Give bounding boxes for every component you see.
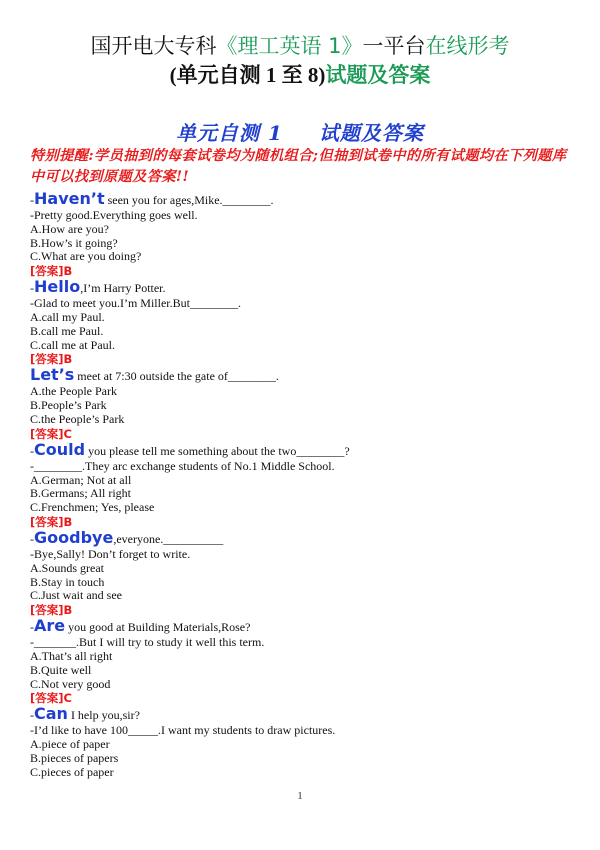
answer-key: [答案]B bbox=[30, 514, 73, 529]
question-prefix: - bbox=[30, 620, 34, 635]
title-segment: 试题及答案 bbox=[325, 63, 431, 87]
answer-option: B.Quite well bbox=[30, 662, 92, 677]
answer-option: C.call me at Paul. bbox=[30, 337, 115, 352]
answer-option: C.What are you doing? bbox=[30, 249, 142, 264]
question-keyword: Haven’t bbox=[34, 189, 105, 208]
notice-text: 特别提醒:学员抽到的每套试卷均为随机组合;但抽到试卷中的所有试题均在下列题库中可以找到原题及答案!! bbox=[30, 148, 567, 185]
question-prefix: - bbox=[30, 708, 34, 723]
document-title-line2 bbox=[0, 62, 600, 88]
answer-option: B.Stay in touch bbox=[30, 574, 105, 589]
answer-option: C.the People’s Park bbox=[30, 411, 125, 426]
question-item bbox=[30, 617, 575, 705]
question-stem bbox=[30, 529, 575, 548]
title-segment: (单元自测 1 至 8) bbox=[169, 63, 326, 87]
title-segment: 《理工英语 1》 bbox=[216, 34, 363, 58]
title-segment: 国开电大专科 bbox=[90, 34, 217, 58]
question-item bbox=[30, 705, 575, 779]
question-stem bbox=[30, 278, 575, 297]
question-keyword: Can bbox=[34, 704, 68, 724]
title-segment: 一平台 bbox=[362, 34, 426, 58]
question-stem bbox=[30, 705, 575, 724]
answer-option: B.People’s Park bbox=[30, 398, 107, 413]
question-stem bbox=[30, 441, 575, 460]
answer-option: C.Frenchmen; Yes, please bbox=[30, 500, 155, 515]
question-item bbox=[30, 441, 575, 529]
answer-key: [答案]B bbox=[30, 352, 73, 367]
answer-key: [答案]C bbox=[30, 691, 72, 706]
question-list bbox=[30, 190, 575, 780]
answer-option: B.call me Paul. bbox=[30, 323, 104, 338]
answer-option: A.piece of paper bbox=[30, 737, 110, 752]
answer-option: A.call my Paul. bbox=[30, 309, 105, 324]
question-item bbox=[30, 190, 575, 278]
answer-option: C.Just wait and see bbox=[30, 588, 122, 603]
question-text: meet at 7:30 outside the gate of________. bbox=[74, 369, 279, 384]
document-title-line1 bbox=[0, 33, 600, 59]
page-number: 1 bbox=[297, 790, 303, 802]
question-reply: -I’d like to have 100_____.I want my students to draw pictures. bbox=[30, 723, 336, 738]
question-text: you good at Building Materials,Rose? bbox=[65, 620, 251, 635]
question-stem bbox=[30, 190, 575, 209]
question-text: seen you for ages,Mike.________. bbox=[104, 193, 274, 207]
question-item bbox=[30, 366, 575, 440]
answer-key: [答案]B bbox=[30, 603, 73, 618]
question-reply: -________.They arc exchange students of No.1 Middle School. bbox=[30, 458, 335, 473]
question-reply: -Pretty good.Everything goes well. bbox=[30, 208, 198, 222]
question-text: ,I’m Harry Potter. bbox=[80, 281, 166, 296]
answer-option: A.How are you? bbox=[30, 221, 109, 236]
question-stem bbox=[30, 366, 575, 385]
answer-option: A.Sounds great bbox=[30, 560, 104, 575]
question-reply: -Glad to meet you.I’m Miller.But________. bbox=[30, 296, 241, 311]
answer-option: C.Not very good bbox=[30, 676, 111, 691]
question-keyword: Could bbox=[34, 439, 86, 459]
question-stem bbox=[30, 617, 575, 636]
question-prefix: - bbox=[30, 531, 34, 546]
answer-key: [答案]B bbox=[30, 264, 73, 279]
answer-option: A.That’s all right bbox=[30, 648, 113, 663]
question-prefix: - bbox=[30, 193, 34, 207]
answer-option: C.pieces of paper bbox=[30, 764, 114, 779]
answer-option: A.German; Not at all bbox=[30, 472, 132, 487]
answer-key: [答案]C bbox=[30, 426, 72, 441]
answer-option: A.the People Park bbox=[30, 384, 117, 399]
question-reply: -_______.But I will try to study it well this term. bbox=[30, 635, 265, 650]
question-keyword: Are bbox=[34, 616, 66, 636]
question-keyword: Goodbye bbox=[34, 527, 114, 547]
question-text: ,everyone.__________ bbox=[113, 531, 224, 546]
title-segment: 在线形考 bbox=[425, 34, 510, 58]
question-keyword: Hello bbox=[34, 277, 81, 297]
question-text: I help you,sir? bbox=[67, 708, 140, 723]
answer-option: B.pieces of papers bbox=[30, 750, 119, 765]
question-item bbox=[30, 278, 575, 366]
question-item bbox=[30, 529, 575, 617]
question-keyword: Let’s bbox=[30, 365, 75, 385]
answer-option: B.Germans; All right bbox=[30, 486, 131, 501]
question-reply: -Bye,Sally! Don’t forget to write. bbox=[30, 546, 191, 561]
unit-label: 试题及答案 bbox=[318, 121, 424, 145]
question-text: you please tell me something about the two________? bbox=[85, 443, 350, 458]
answer-option: B.How’s it going? bbox=[30, 235, 118, 250]
question-prefix: - bbox=[30, 281, 34, 296]
unit-name: 单元自测 1 bbox=[176, 121, 283, 145]
unit-heading bbox=[0, 117, 600, 146]
question-prefix: - bbox=[30, 443, 34, 458]
